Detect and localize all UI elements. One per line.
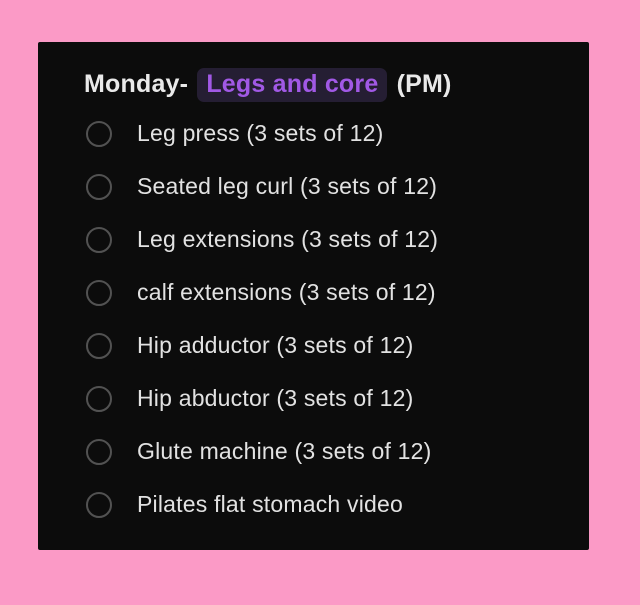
checkbox-unchecked-icon[interactable] (86, 386, 112, 412)
todo-item-label: Glute machine (3 sets of 12) (137, 438, 432, 464)
todo-item-label: Leg extensions (3 sets of 12) (137, 226, 439, 252)
todo-item-label: Hip adductor (3 sets of 12) (137, 332, 414, 358)
todo-item[interactable] (84, 319, 569, 372)
todo-item-label: Hip abductor (3 sets of 12) (137, 385, 414, 411)
todo-item[interactable] (84, 107, 569, 160)
todo-item[interactable] (84, 266, 569, 319)
title-prefix: Monday- (84, 70, 189, 98)
todo-item[interactable] (84, 160, 569, 213)
todo-item[interactable] (84, 425, 569, 478)
checkbox-unchecked-icon[interactable] (86, 174, 112, 200)
title-highlight: Legs and core (197, 68, 387, 102)
todo-item[interactable] (84, 213, 569, 266)
checkbox-unchecked-icon[interactable] (86, 280, 112, 306)
checkbox-unchecked-icon[interactable] (86, 492, 112, 518)
todo-item[interactable] (84, 372, 569, 425)
title-suffix: (PM) (396, 70, 452, 98)
todo-item-label: Seated leg curl (3 sets of 12) (137, 173, 438, 199)
page-title (84, 67, 569, 102)
todo-item-label: Leg press (3 sets of 12) (137, 120, 384, 146)
workout-card (38, 42, 589, 550)
checkbox-unchecked-icon[interactable] (86, 439, 112, 465)
todo-item-label: calf extensions (3 sets of 12) (137, 279, 436, 305)
checkbox-unchecked-icon[interactable] (86, 121, 112, 147)
todo-list (84, 107, 569, 531)
todo-item[interactable] (84, 478, 569, 531)
checkbox-unchecked-icon[interactable] (86, 227, 112, 253)
checkbox-unchecked-icon[interactable] (86, 333, 112, 359)
todo-item-label: Pilates flat stomach video (137, 491, 403, 517)
